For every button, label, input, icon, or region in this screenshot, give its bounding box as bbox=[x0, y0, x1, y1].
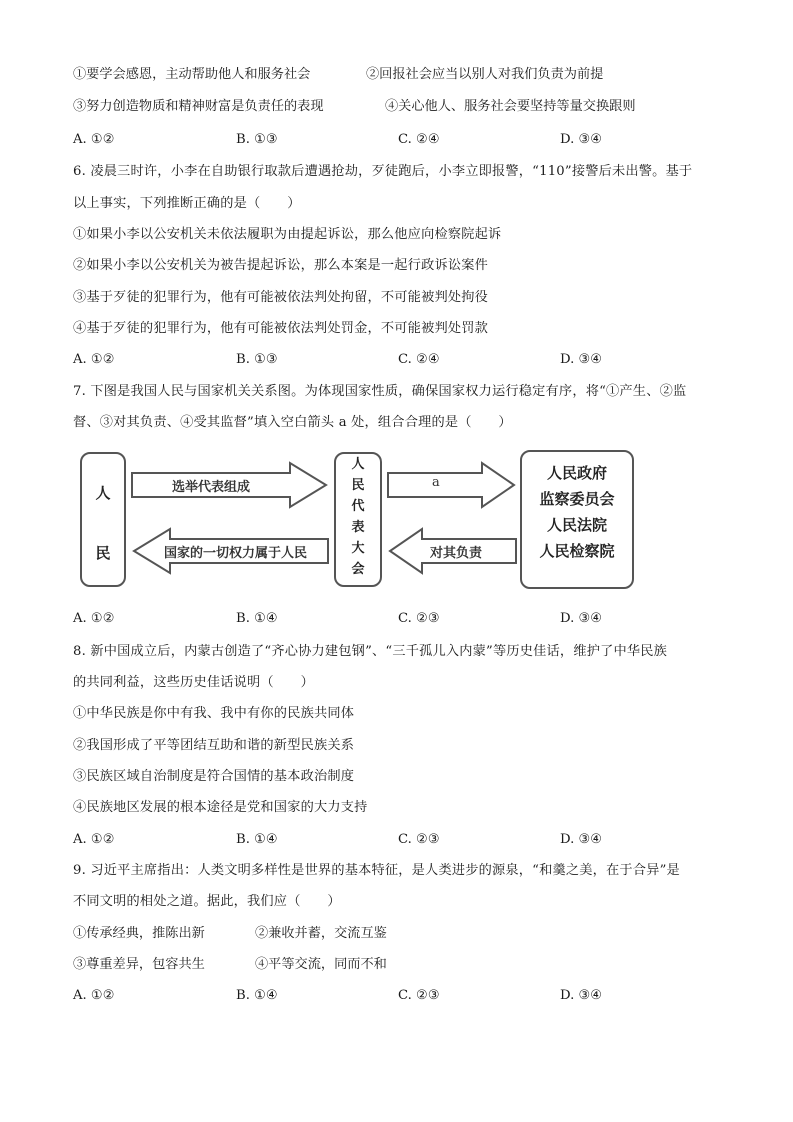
state-organs-box bbox=[520, 450, 634, 589]
q6-options bbox=[73, 351, 733, 369]
arrow-label-elect: 选举代表组成 bbox=[172, 480, 251, 495]
q9-stem-line-2: 不同文明的相处之道。据此，我们应（ ） bbox=[73, 894, 341, 909]
congress-char-5: 大 bbox=[351, 541, 365, 556]
q6-option-c[interactable]: C. ②④ bbox=[398, 352, 440, 367]
q5-option-c[interactable]: C. ②④ bbox=[398, 132, 440, 147]
q9-statement-3: ③尊重差异，包容共生 bbox=[73, 957, 205, 972]
q8-stem-line-1: 8. 新中国成立后，内蒙古创造了“齐心协力建包钢”、“三千孤儿入内蒙”等历史佳话，维护了中华民族 bbox=[73, 644, 668, 659]
q8-option-b[interactable]: B. ①④ bbox=[236, 832, 278, 847]
q7-option-b[interactable]: B. ①④ bbox=[236, 611, 278, 626]
q9-option-b[interactable]: B. ①④ bbox=[236, 988, 278, 1003]
q6-option-a[interactable]: A. ①② bbox=[73, 352, 115, 367]
q9-option-d[interactable]: D. ③④ bbox=[560, 988, 603, 1003]
q8-statement-2: ②我国形成了平等团结互助和谐的新型民族关系 bbox=[73, 738, 355, 753]
q7-stem-line-2: 督、③对其负责、④受其监督”填入空白箭头 a 处，组合合理的是（ ） bbox=[73, 415, 512, 430]
congress-char-1: 人 bbox=[351, 457, 365, 472]
arrow-right-icon bbox=[386, 461, 518, 509]
people-state-organs-diagram bbox=[80, 447, 640, 592]
q8-option-a[interactable]: A. ①② bbox=[73, 832, 115, 847]
arrow-label-power-belongs: 国家的一切权力属于人民 bbox=[164, 546, 308, 561]
q6-option-d[interactable]: D. ③④ bbox=[560, 352, 603, 367]
q9-statement-1: ①传承经典，推陈出新 bbox=[73, 926, 205, 941]
q5-option-b[interactable]: B. ①③ bbox=[236, 132, 278, 147]
q6-statement-2: ②如果小李以公安机关为被告提起诉讼，那么本案是一起行政诉讼案件 bbox=[73, 258, 489, 273]
q8-statement-1: ①中华民族是你中有我、我中有你的民族共同体 bbox=[73, 706, 355, 721]
q5-statement-1: ①要学会感恩，主动帮助他人和服务社会 bbox=[73, 67, 311, 82]
q8-option-d[interactable]: D. ③④ bbox=[560, 832, 603, 847]
q9-stem-line-1: 9. 习近平主席指出：人类文明多样性是世界的基本特征，是人类进步的源泉，“和羹之美，在于合异”是 bbox=[73, 863, 680, 878]
q8-stem-line-2: 的共同利益，这些历史佳话说明（ ） bbox=[73, 675, 314, 690]
q6-option-b[interactable]: B. ①③ bbox=[236, 352, 278, 367]
people-box bbox=[80, 452, 126, 587]
q6-statement-4: ④基于歹徒的犯罪行为，他有可能被依法判处罚金，不可能被判处罚款 bbox=[73, 321, 489, 336]
q8-option-c[interactable]: C. ②③ bbox=[398, 832, 440, 847]
q5-statement-2: ②回报社会应当以别人对我们负责为前提 bbox=[366, 67, 604, 82]
q9-option-a[interactable]: A. ①② bbox=[73, 988, 115, 1003]
organ-government: 人民政府 bbox=[546, 464, 607, 482]
people-char-1: 人 bbox=[95, 484, 111, 502]
q8-statement-4: ④民族地区发展的根本途径是党和国家的大力支持 bbox=[73, 800, 368, 815]
q9-options bbox=[73, 987, 733, 1005]
q7-option-d[interactable]: D. ③④ bbox=[560, 611, 603, 626]
q7-option-c[interactable]: C. ②③ bbox=[398, 611, 440, 626]
q7-options bbox=[73, 610, 733, 628]
organ-court: 人民法院 bbox=[546, 516, 607, 534]
q6-stem-line-1: 6. 凌晨三时许，小李在自助银行取款后遭遇抢劫，歹徒跑后，小李立即报警，“110”接警后未出警。基于 bbox=[73, 164, 693, 179]
q9-statement-2: ②兼收并蓄，交流互鉴 bbox=[255, 926, 387, 941]
q6-statement-3: ③基于歹徒的犯罪行为，他有可能被依法判处拘留，不可能被判处拘役 bbox=[73, 290, 489, 305]
arrow-label-a: a bbox=[432, 475, 440, 490]
q5-option-a[interactable]: A. ①② bbox=[73, 132, 115, 147]
q9-option-c[interactable]: C. ②③ bbox=[398, 988, 440, 1003]
organ-procuratorate: 人民检察院 bbox=[539, 542, 615, 560]
congress-char-3: 代 bbox=[351, 499, 365, 514]
congress-char-2: 民 bbox=[351, 478, 365, 493]
q5-statement-4: ④关心他人、服务社会要坚持等量交换跟则 bbox=[385, 99, 636, 114]
arrow-label-responsible: 对其负责 bbox=[430, 546, 483, 561]
q5-options bbox=[73, 131, 733, 149]
q5-statement-3: ③努力创造物质和精神财富是负责任的表现 bbox=[73, 99, 324, 114]
organ-supervisory-commission: 监察委员会 bbox=[539, 490, 615, 508]
q5-option-d[interactable]: D. ③④ bbox=[560, 132, 603, 147]
q7-stem-line-1: 7. 下图是我国人民与国家机关关系图。为体现国家性质，确保国家权力运行稳定有序，将“①产生、②监 bbox=[73, 384, 687, 399]
q9-statement-4: ④平等交流，同而不和 bbox=[255, 957, 387, 972]
congress-box bbox=[334, 452, 382, 587]
congress-char-6: 会 bbox=[351, 562, 365, 577]
congress-char-4: 表 bbox=[351, 520, 365, 535]
people-char-2: 民 bbox=[95, 544, 111, 562]
q8-options bbox=[73, 831, 733, 849]
q6-stem-line-2: 以上事实，下列推断正确的是（ ） bbox=[73, 196, 301, 211]
q8-statement-3: ③民族区域自治制度是符合国情的基本政治制度 bbox=[73, 769, 355, 784]
q7-option-a[interactable]: A. ①② bbox=[73, 611, 115, 626]
q6-statement-1: ①如果小李以公安机关未依法履职为由提起诉讼，那么他应向检察院起诉 bbox=[73, 227, 502, 242]
